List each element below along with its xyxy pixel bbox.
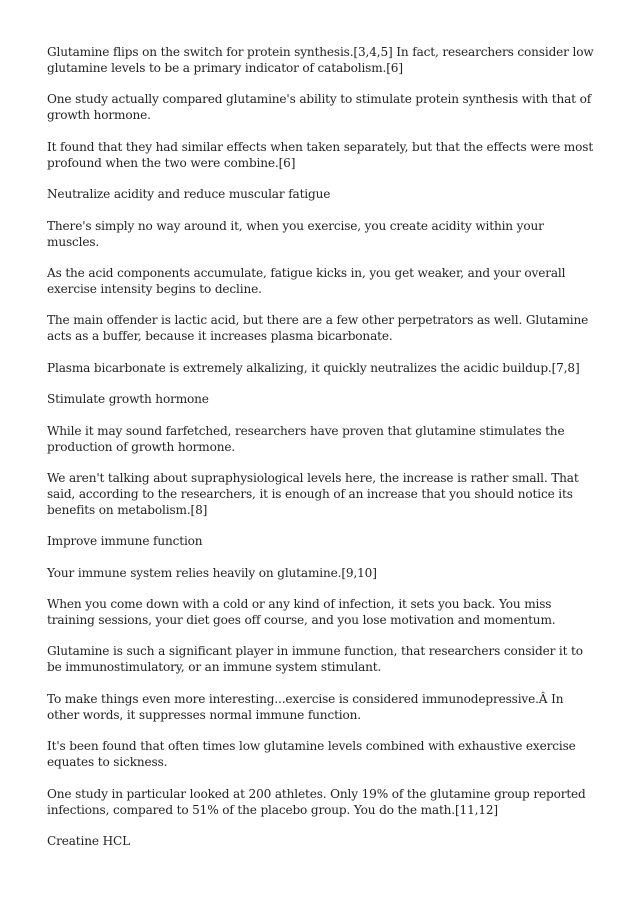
paragraph-exercise-acidity: There's simply no way around it, when you exercise, you create acidity within your muscles. bbox=[47, 218, 544, 249]
paragraph-combined-effects: It found that they had similar effects when taken separately, but that the effects were most profound when the two were combine.[6] bbox=[47, 139, 594, 170]
paragraph-immunodepressive: To make things even more interesting...exercise is considered immunodepressive.Â In other words, it suppresses normal immune function. bbox=[47, 691, 564, 722]
paragraph-fatigue: As the acid components accumulate, fatigue kicks in, you get weaker, and your overall exercise intensity begins to decline. bbox=[47, 265, 566, 296]
paragraph-growth-hormone-comparison: One study actually compared glutamine's ability to stimulate protein synthesis with that of growth hormone. bbox=[47, 92, 592, 123]
paragraph-infection-setback: When you come down with a cold or any kind of infection, it sets you back. You miss training sessions, your diet goes off course, and you lose motivation and momentum. bbox=[47, 597, 556, 628]
section-heading-immune: Improve immune function bbox=[47, 534, 203, 549]
paragraph-protein-synthesis: Glutamine flips on the switch for protein synthesis.[3,4,5] In fact, researchers consider low glutamine levels to be a primary indicator of catabolism.[6] bbox=[47, 45, 594, 75]
paragraph-bicarbonate: Plasma bicarbonate is extremely alkalizing, it quickly neutralizes the acidic buildup.[7,8] bbox=[47, 360, 580, 375]
paragraph-lactic-acid: The main offender is lactic acid, but there are a few other perpetrators as well. Glutamine acts as a buffer, because it increases plasma bicarbonate. bbox=[47, 313, 589, 344]
paragraph-gh-metabolism: We aren't talking about supraphysiological levels here, the increase is rather small. That said, according to the researchers, it is enough of an increase that you should notice its benefits on metabolism.[8] bbox=[47, 470, 579, 517]
paragraph-immune-reliance: Your immune system relies heavily on glutamine.[9,10] bbox=[47, 565, 377, 580]
section-heading-growth-hormone: Stimulate growth hormone bbox=[47, 392, 209, 407]
paragraph-athlete-study: One study in particular looked at 200 athletes. Only 19% of the glutamine group reported infections, compared to 51% of the placebo group. You do the math.[11,12] bbox=[47, 786, 586, 817]
document-page bbox=[47, 44, 595, 864]
paragraph-immunostimulatory: Glutamine is such a significant player in immune function, that researchers consider it to be immunostimulatory, or an immune system stimulant. bbox=[47, 644, 583, 675]
section-heading-acidity: Neutralize acidity and reduce muscular fatigue bbox=[47, 187, 331, 202]
paragraph-gh-production: While it may sound farfetched, researchers have proven that glutamine stimulates the production of growth hormone. bbox=[47, 423, 565, 454]
section-heading-creatine: Creatine HCL bbox=[47, 834, 130, 849]
paragraph-sickness: It's been found that often times low glutamine levels combined with exhaustive exercise equates to sickness. bbox=[47, 739, 576, 770]
